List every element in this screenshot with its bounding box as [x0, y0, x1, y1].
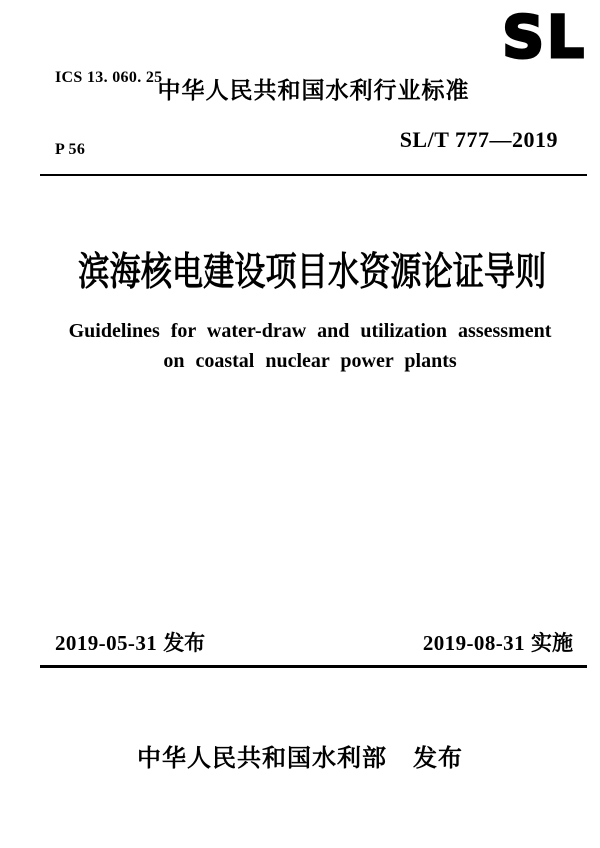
standard-type-title: 中华人民共和国水利行业标准: [157, 77, 470, 103]
publisher-line: [0, 738, 600, 773]
publisher-name: 中华人民共和国水利部: [137, 745, 387, 772]
document-title-en-line2: on coastal nuclear power plants: [163, 350, 457, 372]
standard-number: SL/T 777—2019: [399, 127, 558, 152]
sl-logo: SL: [502, 3, 587, 71]
document-title-en-line1: Guidelines for water-draw and utilization assessment: [68, 320, 552, 342]
ics-code: ICS 13. 060. 25: [55, 69, 163, 86]
issue-date-group: [55, 630, 205, 657]
implementation-date-group: [423, 630, 573, 657]
ics-classification-block: [55, 18, 162, 210]
document-title-en: [20, 316, 600, 376]
implementation-date-label: 实施: [531, 632, 573, 655]
issue-date: 2019-05-31: [55, 631, 158, 655]
implementation-date: 2019-08-31: [422, 631, 525, 655]
issue-date-label: 发布: [163, 632, 206, 655]
document-class-code: P 56: [55, 141, 86, 158]
publisher-action: 发布: [413, 745, 463, 772]
footer-rule: [40, 665, 587, 668]
document-title-zh-text: 滨海核电建设项目水资源论证导则: [78, 251, 547, 294]
document-title-zh: [0, 248, 600, 298]
dates-row: [55, 630, 573, 657]
header-rule: [40, 174, 587, 176]
